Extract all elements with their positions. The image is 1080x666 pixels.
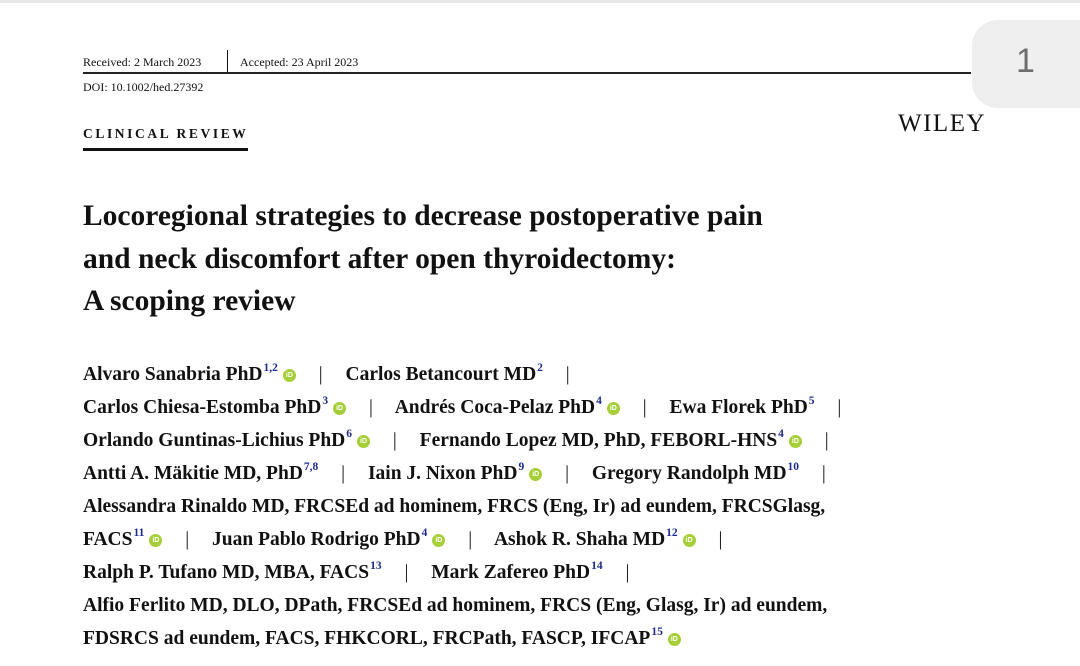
affiliation-ref[interactable]: 4 xyxy=(596,395,602,407)
author-name: Alvaro Sanabria PhD xyxy=(83,364,263,385)
author-name: Orlando Guntinas-Lichius PhD xyxy=(83,430,346,451)
page-number: 1 xyxy=(1016,42,1035,80)
author-name: Fernando Lopez MD, PhD, FEBORL-HNS xyxy=(419,430,778,451)
orcid-icon[interactable]: iD xyxy=(357,435,370,448)
affiliation-ref[interactable]: 3 xyxy=(322,395,329,407)
author-line xyxy=(83,391,1003,424)
author-separator: | xyxy=(565,463,570,484)
meta-divider xyxy=(227,50,228,73)
affiliation-ref[interactable]: 2 xyxy=(537,362,543,374)
author-separator: | xyxy=(565,364,570,385)
affiliation-ref[interactable]: 14 xyxy=(591,560,603,572)
affiliation-ref[interactable]: 4 xyxy=(778,428,784,440)
author-separator: | xyxy=(837,397,842,418)
title-line: and neck discomfort after open thyroidectomy: xyxy=(83,242,676,275)
author-line xyxy=(83,358,1003,391)
author-separator: | xyxy=(821,463,826,484)
author-name: FDSRCS ad eundem, FACS, FHKCORL, FRCPath, FASCP, IFCAP xyxy=(83,628,651,649)
author-separator: | xyxy=(318,364,323,385)
author-separator: | xyxy=(718,529,723,550)
author-name: Andrés Coca-Pelaz PhD xyxy=(394,397,596,418)
author-line xyxy=(83,424,1003,457)
author-separator: | xyxy=(392,430,397,451)
orcid-icon[interactable]: iD xyxy=(149,534,162,547)
author-name: Alessandra Rinaldo MD, FRCSEd ad hominem, FRCS (Eng, Ir) ad eundem, FRCSGlasg, xyxy=(83,496,826,517)
affiliation-ref[interactable]: 6 xyxy=(346,428,352,440)
publisher-logo: WILEY xyxy=(898,110,987,137)
affiliation-ref[interactable]: 12 xyxy=(666,527,678,539)
author-line xyxy=(83,523,1003,556)
author-name: Mark Zafereo PhD xyxy=(431,562,591,583)
affiliation-ref[interactable]: 7,8 xyxy=(303,461,319,473)
author-separator: | xyxy=(824,430,829,451)
affiliation-ref[interactable]: 10 xyxy=(787,461,800,473)
title-line: Locoregional strategies to decrease postoperative pain xyxy=(83,200,763,232)
doi[interactable]: DOI: 10.1002/hed.27392 xyxy=(83,80,204,94)
author-name: FACS xyxy=(83,529,133,550)
received-date: Received: 2 March 2023 xyxy=(83,55,202,69)
author-name: Iain J. Nixon PhD xyxy=(367,463,518,484)
affiliation-ref[interactable]: 4 xyxy=(421,527,428,539)
author-separator: | xyxy=(368,397,373,418)
affiliation-ref[interactable]: 1,2 xyxy=(263,362,278,374)
author-line xyxy=(83,556,1003,589)
affiliation-ref[interactable]: 9 xyxy=(518,461,525,473)
affiliation-ref[interactable]: 15 xyxy=(651,626,663,638)
section-label: CLINICAL REVIEW xyxy=(83,126,248,151)
author-name: Gregory Randolph MD xyxy=(591,463,787,484)
author-line xyxy=(83,490,1003,523)
page-number-badge xyxy=(972,20,1080,108)
orcid-icon[interactable]: iD xyxy=(668,633,681,646)
author-name: Juan Pablo Rodrigo PhD xyxy=(212,529,421,550)
author-separator: | xyxy=(404,562,409,583)
accepted-date: Accepted: 23 April 2023 xyxy=(240,55,359,69)
author-name: Ashok R. Shaha MD xyxy=(493,529,666,550)
author-separator: | xyxy=(185,529,190,550)
author-name: Ewa Florek PhD xyxy=(669,397,808,418)
author-separator: | xyxy=(625,562,630,583)
author-name: Carlos Chiesa-Estomba PhD xyxy=(83,397,322,418)
author-line xyxy=(83,622,1003,655)
title-line: A scoping review xyxy=(83,285,296,317)
orcid-icon[interactable]: iD xyxy=(607,402,620,415)
author-separator: | xyxy=(468,529,473,550)
affiliation-ref[interactable]: 5 xyxy=(808,395,815,407)
author-line xyxy=(83,589,1003,622)
orcid-icon[interactable]: iD xyxy=(789,435,802,448)
top-edge-bar xyxy=(0,0,1080,3)
author-separator: | xyxy=(341,463,346,484)
author-name: Carlos Betancourt MD xyxy=(345,364,537,385)
author-separator: | xyxy=(642,397,647,418)
author-name: Ralph P. Tufano MD, MBA, FACS xyxy=(83,562,370,583)
author-list xyxy=(83,358,1003,655)
author-name: Antti A. Mäkitie MD, PhD xyxy=(83,463,303,484)
affiliation-ref[interactable]: 13 xyxy=(370,560,382,572)
article-title xyxy=(83,195,983,323)
affiliation-ref[interactable]: 11 xyxy=(133,527,145,539)
orcid-icon[interactable]: iD xyxy=(333,402,346,415)
orcid-icon[interactable]: iD xyxy=(432,534,445,547)
author-line xyxy=(83,457,1003,490)
author-name: Alfio Ferlito MD, DLO, DPath, FRCSEd ad hominem, FRCS (Eng, Glasg, Ir) ad eundem, xyxy=(83,595,828,616)
orcid-icon[interactable]: iD xyxy=(683,534,696,547)
orcid-icon[interactable]: iD xyxy=(283,369,296,382)
header-rule xyxy=(83,72,971,74)
orcid-icon[interactable]: iD xyxy=(529,468,542,481)
